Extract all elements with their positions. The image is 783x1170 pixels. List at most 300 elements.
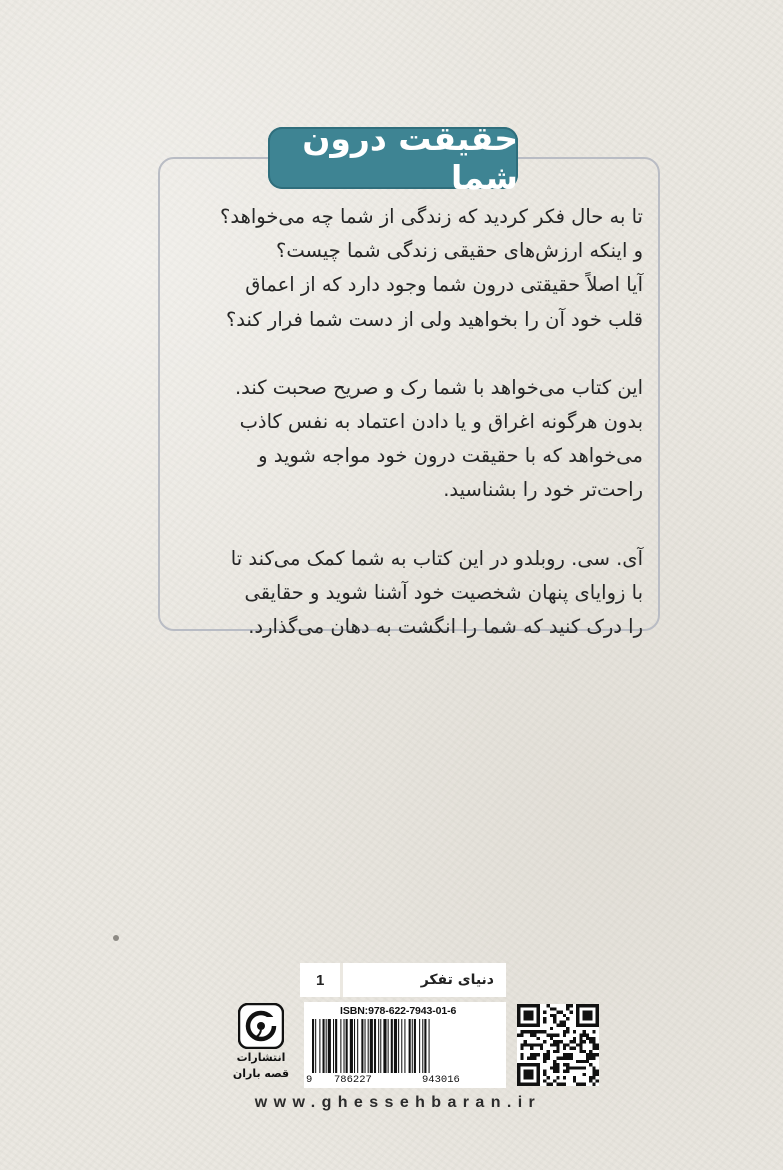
qr-module	[520, 1024, 523, 1027]
isbn-label: ISBN:978-622-7943-01-6	[340, 1005, 457, 1017]
qr-module	[524, 1014, 527, 1017]
qr-module	[547, 1083, 550, 1086]
barcode-bar	[388, 1019, 389, 1073]
qr-module	[560, 1024, 563, 1027]
qr-module	[566, 1056, 569, 1059]
qr-module	[520, 1053, 523, 1056]
barcode-bar	[370, 1019, 373, 1073]
qr-module	[520, 1083, 523, 1086]
qr-module	[589, 1017, 592, 1020]
blurb-line: تا به حال فکر کردید که زندگی از شما چه می‌خواهد؟	[219, 205, 643, 228]
qr-module	[560, 1056, 563, 1059]
blurb-line: بدون هرگونه اغراق و یا دادن اعتماد به نفس کاذب	[239, 410, 643, 434]
qr-module	[566, 1043, 569, 1046]
qr-module	[589, 1056, 592, 1059]
qr-module	[563, 1053, 566, 1056]
qr-module	[553, 1050, 556, 1053]
qr-module	[547, 1050, 550, 1053]
book-title: حقیقت درون شما	[268, 127, 518, 189]
qr-module	[566, 1007, 569, 1010]
qr-module	[563, 1083, 566, 1086]
qr-module	[517, 1083, 520, 1086]
qr-module	[556, 1011, 559, 1014]
qr-module	[556, 1070, 559, 1073]
barcode-bar	[326, 1019, 327, 1073]
qr-module	[527, 1024, 530, 1027]
qr-module	[543, 1073, 546, 1076]
qr-module	[573, 1037, 576, 1040]
qr-module	[537, 1066, 540, 1069]
website-url: www.ghessehbaran.ir	[254, 1094, 542, 1111]
qr-module	[527, 1063, 530, 1066]
qr-module	[547, 1034, 550, 1037]
qr-module	[579, 1060, 582, 1063]
barcode-bar	[424, 1019, 426, 1073]
qr-module	[530, 1004, 533, 1007]
qr-module	[596, 1043, 599, 1046]
qr-module	[520, 1047, 523, 1050]
qr-module	[537, 1017, 540, 1020]
qr-module	[592, 1083, 595, 1086]
qr-module	[527, 1043, 530, 1046]
qr-module	[550, 1066, 553, 1069]
qr-module	[556, 1034, 559, 1037]
qr-module	[573, 1076, 576, 1079]
qr-module	[569, 1053, 572, 1056]
qr-module	[530, 1014, 533, 1017]
qr-module	[537, 1011, 540, 1014]
qr-module	[553, 1066, 556, 1069]
blurb	[175, 200, 643, 644]
qr-module	[586, 1060, 589, 1063]
qr-module	[537, 1070, 540, 1073]
barcode-bar	[378, 1019, 379, 1073]
qr-module	[520, 1004, 523, 1007]
qr-module	[589, 1024, 592, 1027]
qr-module	[527, 1030, 530, 1033]
qr-module	[579, 1034, 582, 1037]
qr-module	[560, 1020, 563, 1023]
blurb-line: این کتاب می‌خواهد با شما رک و صریح صحبت کند.	[234, 375, 643, 399]
qr-module	[586, 1014, 589, 1017]
qr-module	[524, 1073, 527, 1076]
qr-module	[533, 1053, 536, 1056]
qr-module	[517, 1073, 520, 1076]
qr-module	[583, 1034, 586, 1037]
qr-module	[586, 1037, 589, 1040]
qr-module	[583, 1050, 586, 1053]
qr-module	[527, 1011, 530, 1014]
qr-module	[592, 1076, 595, 1079]
barcode-bar	[391, 1019, 393, 1073]
qr-module	[569, 1056, 572, 1059]
qr-module	[586, 1011, 589, 1014]
qr-module	[560, 1040, 563, 1043]
qr-module	[553, 1017, 556, 1020]
qr-module	[589, 1040, 592, 1043]
qr-module	[520, 1063, 523, 1066]
qr-module	[596, 1004, 599, 1007]
qr-module	[553, 1079, 556, 1082]
qr-module	[583, 1011, 586, 1014]
qr-module	[563, 1070, 566, 1073]
qr-module	[540, 1030, 543, 1033]
qr-module	[563, 1030, 566, 1033]
qr-module	[530, 1076, 533, 1079]
qr-module	[586, 1024, 589, 1027]
qr-module	[517, 1034, 520, 1037]
qr-module	[586, 1034, 589, 1037]
qr-module	[596, 1020, 599, 1023]
qr-module	[583, 1083, 586, 1086]
qr-module	[563, 1076, 566, 1079]
qr-module	[533, 1024, 536, 1027]
qr-module	[550, 1037, 553, 1040]
qr-module	[592, 1040, 595, 1043]
publisher-logo-icon	[238, 1003, 284, 1049]
series-name: دنیای تفکر	[420, 972, 494, 988]
qr-module	[586, 1053, 589, 1056]
qr-module	[569, 1040, 572, 1043]
qr-module	[537, 1004, 540, 1007]
barcode-bar	[380, 1019, 381, 1073]
blurb-line: می‌خواهد که با حقیقت درون خود مواجه شوید و	[258, 444, 643, 468]
qr-module	[517, 1070, 520, 1073]
qr-module	[530, 1024, 533, 1027]
qr-module	[543, 1020, 546, 1023]
qr-module	[566, 1027, 569, 1030]
qr-module	[586, 1056, 589, 1059]
qr-module	[520, 1030, 523, 1033]
qr-module	[573, 1040, 576, 1043]
qr-module	[569, 1011, 572, 1014]
qr-module	[563, 1056, 566, 1059]
barcode-bar	[333, 1019, 334, 1073]
qr-module	[537, 1030, 540, 1033]
qr-module	[524, 1030, 527, 1033]
qr-module	[517, 1063, 520, 1066]
barcode-bar	[361, 1019, 363, 1073]
qr-module	[579, 1043, 582, 1046]
barcode-bar	[354, 1019, 355, 1073]
qr-module	[527, 1083, 530, 1086]
qr-module	[553, 1040, 556, 1043]
qr-module	[550, 1083, 553, 1086]
qr-module	[589, 1011, 592, 1014]
qr-module	[566, 1070, 569, 1073]
qr-module	[527, 1076, 530, 1079]
qr-module	[596, 1017, 599, 1020]
qr-module	[569, 1066, 572, 1069]
series-number: 1	[316, 971, 325, 989]
qr-module	[533, 1043, 536, 1046]
qr-module	[547, 1076, 550, 1079]
qr-module	[540, 1047, 543, 1050]
qr-module	[517, 1020, 520, 1023]
qr-module	[537, 1007, 540, 1010]
qr-module	[524, 1063, 527, 1066]
qr-module	[517, 1011, 520, 1014]
barcode-bar	[323, 1019, 325, 1073]
qr-module	[589, 1063, 592, 1066]
qr-module	[520, 1056, 523, 1059]
qr-module	[527, 1056, 530, 1059]
qr-module	[576, 1043, 579, 1046]
qr-module	[527, 1070, 530, 1073]
barcode-bar	[422, 1019, 423, 1073]
qr-module	[550, 1043, 553, 1046]
barcode-bar	[340, 1019, 341, 1073]
qr-module	[596, 1070, 599, 1073]
qr-module	[537, 1024, 540, 1027]
qr-module	[517, 1017, 520, 1020]
qr-module	[592, 1043, 595, 1046]
qr-module	[537, 1020, 540, 1023]
qr-module	[537, 1063, 540, 1066]
qr-module	[596, 1047, 599, 1050]
qr-module	[527, 1017, 530, 1020]
barcode-bar	[414, 1019, 416, 1073]
qr-module	[530, 1070, 533, 1073]
qr-module	[576, 1011, 579, 1014]
qr-module	[579, 1024, 582, 1027]
qr-module	[563, 1034, 566, 1037]
barcode-bars	[312, 1019, 502, 1073]
qr-module	[520, 1043, 523, 1046]
qr-module	[530, 1043, 533, 1046]
qr-module	[579, 1047, 582, 1050]
qr-module	[524, 1083, 527, 1086]
qr-module	[583, 1073, 586, 1076]
qr-module	[563, 1043, 566, 1046]
qr-module	[566, 1004, 569, 1007]
qr-module	[589, 1053, 592, 1056]
qr-module	[576, 1014, 579, 1017]
qr-module	[524, 1040, 527, 1043]
qr-module	[543, 1053, 546, 1056]
qr-module	[592, 1004, 595, 1007]
qr-module	[566, 1066, 569, 1069]
qr-module	[566, 1053, 569, 1056]
qr-module	[527, 1073, 530, 1076]
qr-module	[589, 1050, 592, 1053]
qr-module	[517, 1007, 520, 1010]
qr-module	[530, 1063, 533, 1066]
qr-module	[556, 1040, 559, 1043]
qr-module	[592, 1053, 595, 1056]
qr-module	[533, 1004, 536, 1007]
barcode-bar	[398, 1019, 399, 1073]
qr-module	[592, 1056, 595, 1059]
qr-module	[573, 1066, 576, 1069]
publisher-logo	[228, 1003, 294, 1087]
qr-module	[530, 1017, 533, 1020]
qr-module	[524, 1011, 527, 1014]
qr-module	[579, 1040, 582, 1043]
qr-module	[583, 1017, 586, 1020]
qr-module	[553, 1020, 556, 1023]
qr-module	[589, 1037, 592, 1040]
barcode-bar	[335, 1019, 337, 1073]
qr-module	[543, 1030, 546, 1033]
qr-module	[524, 1024, 527, 1027]
qr-module	[566, 1017, 569, 1020]
qr-module	[524, 1070, 527, 1073]
qr-module	[543, 1011, 546, 1014]
series-divider	[340, 963, 343, 997]
qr-module	[563, 1014, 566, 1017]
qr-module	[543, 1056, 546, 1059]
qr-module	[524, 1043, 527, 1046]
qr-module	[524, 1017, 527, 1020]
qr-module	[533, 1083, 536, 1086]
barcode-bar	[383, 1019, 386, 1073]
qr-module	[592, 1070, 595, 1073]
qr-module	[530, 1030, 533, 1033]
qr-module	[596, 1079, 599, 1082]
qr-module	[586, 1017, 589, 1020]
qr-module	[550, 1014, 553, 1017]
barcode-bar	[419, 1019, 420, 1073]
qr-module	[573, 1047, 576, 1050]
barcode-bar	[319, 1019, 320, 1073]
qr-module	[579, 1050, 582, 1053]
qr-module	[583, 1030, 586, 1033]
qr-module	[556, 1083, 559, 1086]
qr-code-icon	[517, 1004, 599, 1086]
qr-module	[550, 1027, 553, 1030]
barcode-bar	[401, 1019, 402, 1073]
qr-module	[576, 1024, 579, 1027]
qr-module	[592, 1073, 595, 1076]
qr-module	[530, 1083, 533, 1086]
qr-module	[592, 1037, 595, 1040]
qr-module	[517, 1076, 520, 1079]
qr-module	[596, 1073, 599, 1076]
qr-module	[524, 1004, 527, 1007]
qr-module	[592, 1066, 595, 1069]
qr-module	[553, 1014, 556, 1017]
qr-module	[537, 1014, 540, 1017]
qr-module	[553, 1063, 556, 1066]
barcode-bar	[429, 1019, 430, 1073]
blurb-line: با زوایای پنهان شخصیت خود آشنا شوید و حقایقی	[244, 580, 643, 604]
barcode-bar	[357, 1019, 358, 1073]
qr-module	[596, 1014, 599, 1017]
barcode-bar	[412, 1019, 413, 1073]
qr-module	[573, 1030, 576, 1033]
qr-module	[527, 1004, 530, 1007]
barcode-bar	[328, 1019, 331, 1073]
qr-module	[553, 1060, 556, 1063]
blurb-line: و اینکه ارزش‌های حقیقی زندگی شما چیست؟	[275, 239, 643, 263]
qr-module	[596, 1053, 599, 1056]
qr-module	[543, 1070, 546, 1073]
qr-module	[592, 1024, 595, 1027]
qr-module	[530, 1047, 533, 1050]
qr-module	[530, 1056, 533, 1059]
qr-module	[563, 1063, 566, 1066]
qr-module	[517, 1066, 520, 1069]
qr-module	[530, 1011, 533, 1014]
qr-module	[589, 1004, 592, 1007]
qr-module	[517, 1024, 520, 1027]
qr-module	[576, 1060, 579, 1063]
qr-module	[537, 1079, 540, 1082]
qr-module	[533, 1056, 536, 1059]
qr-module	[583, 1040, 586, 1043]
qr-module	[556, 1043, 559, 1046]
blurb-line: آیا اصلاً حقیقتی درون شما وجود دارد که از اعماق	[245, 273, 643, 297]
qr-module	[560, 1011, 563, 1014]
qr-module	[537, 1083, 540, 1086]
qr-module	[530, 1073, 533, 1076]
barcode-digits-right: 943016	[422, 1074, 460, 1086]
qr-module	[569, 1004, 572, 1007]
qr-module	[556, 1066, 559, 1069]
qr-module	[547, 1004, 550, 1007]
qr-module	[579, 1066, 582, 1069]
qr-module	[527, 1014, 530, 1017]
qr-module	[537, 1073, 540, 1076]
publisher-name-2: قصه باران	[232, 1067, 290, 1080]
qr-module	[579, 1083, 582, 1086]
qr-module	[537, 1076, 540, 1079]
blurb-line: را درک کنید که شما را انگشت به دهان می‌گذارد.	[248, 615, 643, 639]
qr-module	[576, 1004, 579, 1007]
qr-module	[524, 1076, 527, 1079]
qr-module	[583, 1004, 586, 1007]
qr-module	[596, 1007, 599, 1010]
qr-module	[553, 1070, 556, 1073]
publisher-name-1: انتشارات	[236, 1051, 286, 1064]
qr-module	[566, 1063, 569, 1066]
qr-module	[576, 1083, 579, 1086]
qr-module	[517, 1004, 520, 1007]
barcode-bar	[409, 1019, 411, 1073]
qr-module	[543, 1060, 546, 1063]
qr-module	[563, 1024, 566, 1027]
qr-module	[553, 1007, 556, 1010]
qr-module	[520, 1034, 523, 1037]
qr-module	[553, 1043, 556, 1046]
qr-module	[517, 1014, 520, 1017]
barcode-digits-left: 786227	[334, 1074, 372, 1086]
qr-module	[550, 1034, 553, 1037]
barcode-bar	[346, 1019, 348, 1073]
qr-module	[547, 1053, 550, 1056]
qr-module	[553, 1034, 556, 1037]
qr-module	[543, 1040, 546, 1043]
qr-module	[596, 1024, 599, 1027]
qr-module	[583, 1024, 586, 1027]
qr-module	[540, 1043, 543, 1046]
blurb-paragraph-1	[175, 200, 643, 337]
qr-module	[533, 1063, 536, 1066]
barcode-bar	[312, 1019, 314, 1073]
barcode-bar	[394, 1019, 397, 1073]
qr-module	[530, 1034, 533, 1037]
qr-module	[556, 1024, 559, 1027]
qr-module	[563, 1020, 566, 1023]
qr-module	[576, 1017, 579, 1020]
paper-speck	[113, 935, 119, 941]
series-label	[300, 963, 506, 997]
qr-module	[560, 1083, 563, 1086]
qr-module	[583, 1060, 586, 1063]
barcode-digit-first: 9	[306, 1074, 313, 1086]
qr-module	[556, 1047, 559, 1050]
